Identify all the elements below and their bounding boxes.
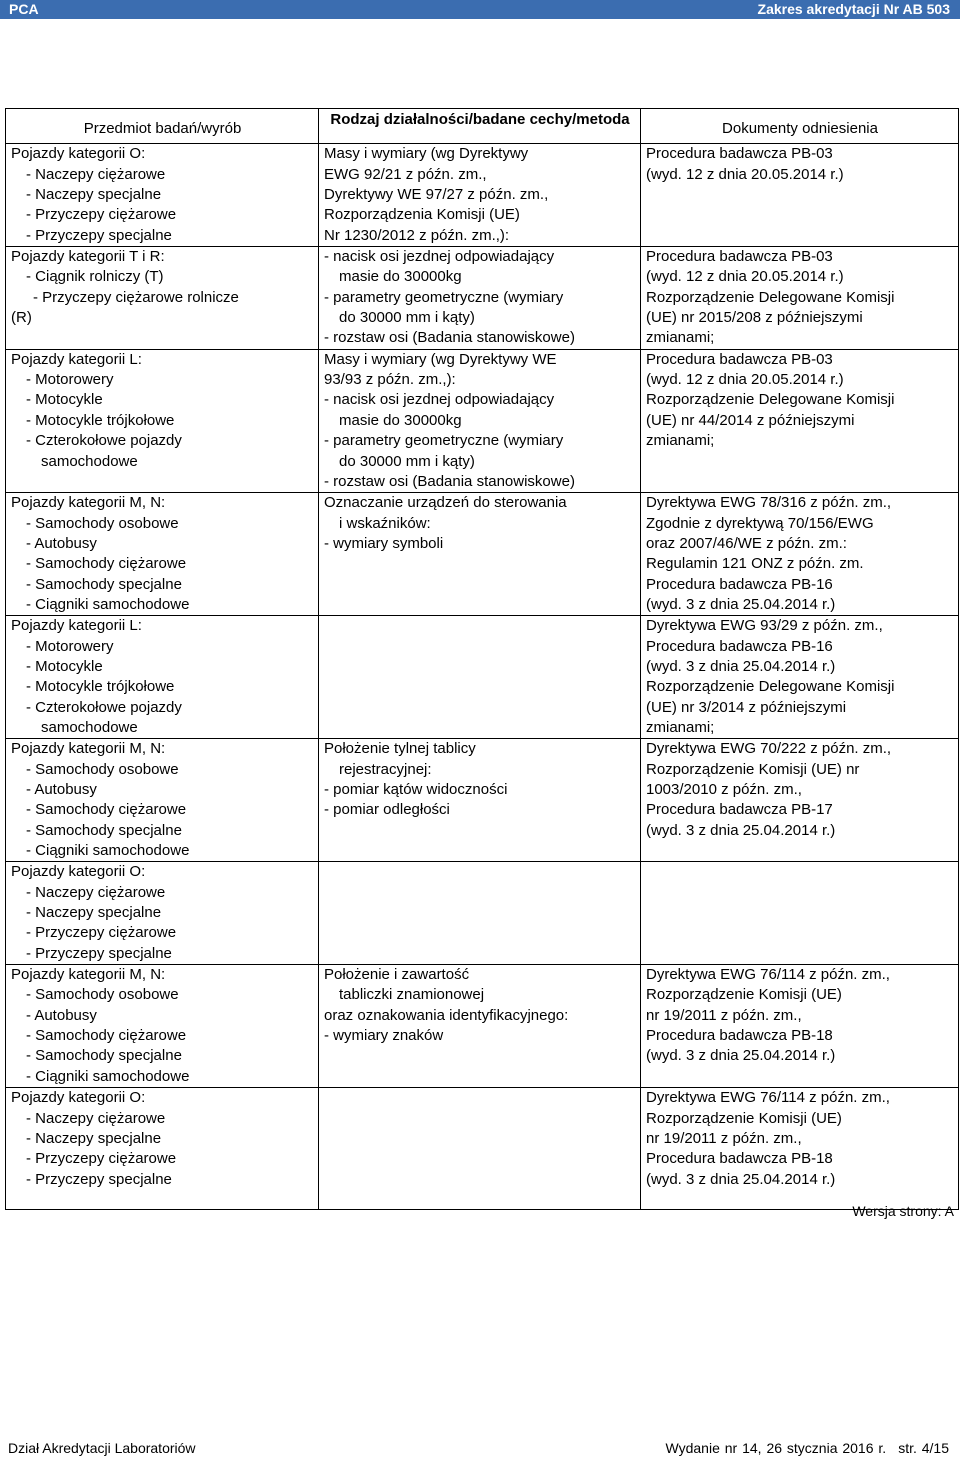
cell-line: Rozporządzenie Delegowane Komisji: [646, 678, 895, 696]
cell-line: Pojazdy kategorii T i R:: [11, 248, 165, 266]
cell-documents: [641, 1088, 959, 1210]
cell-line: (wyd. 3 z dnia 25.04.2014 r.): [646, 1170, 836, 1188]
cell-line: (wyd. 12 z dnia 20.05.2014 r.): [646, 268, 844, 286]
cell-line: EWG 92/21 z późn. zm.,: [324, 165, 487, 183]
cell-line: Procedura badawcza PB-16: [646, 637, 833, 655]
cell-line: Dyrektywa EWG 76/114 z późn. zm.,: [646, 966, 890, 984]
cell-line: - Samochody specjalne: [26, 575, 182, 593]
cell-line: - Samochody osobowe: [26, 986, 179, 1004]
cell-method: [319, 349, 641, 492]
table-row: [6, 862, 959, 965]
cell-line: - Autobusy: [26, 1006, 97, 1024]
cell-line: Zgodnie z dyrektywą 70/156/EWG: [646, 514, 874, 532]
cell-line: Pojazdy kategorii O:: [11, 1089, 146, 1107]
cell-line: Dyrektywa EWG 78/316 z późn. zm.,: [646, 494, 892, 512]
cell-line: - Przyczepy specjalne: [26, 944, 172, 962]
cell-line: Procedura badawcza PB-03: [646, 248, 833, 266]
cell-line: - Motocykle trójkołowe: [26, 678, 175, 696]
cell-line: - Autobusy: [26, 781, 97, 798]
cell-line: - parametry geometryczne (wymiary: [324, 432, 564, 450]
cell-subject: [6, 493, 319, 616]
cell-subject: [6, 144, 319, 247]
cell-line: Oznaczanie urządzeń do sterowania: [324, 494, 567, 512]
footer-page-number: str. 4/15: [898, 1440, 949, 1456]
cell-line: Masy i wymiary (wg Dyrektywy: [324, 145, 529, 163]
cell-line: Położenie i zawartość: [324, 966, 470, 984]
cell-line: (wyd. 12 z dnia 20.05.2014 r.): [646, 371, 844, 389]
cell-line: - Przyczepy specjalne: [26, 1170, 172, 1188]
cell-line: - nacisk osi jezdnej odpowiadający: [324, 391, 555, 409]
cell-line: - Przyczepy ciężarowe: [26, 206, 177, 224]
cell-line: Rozporządzenie Komisji (UE): [646, 1109, 842, 1127]
table-row: [6, 247, 959, 350]
cell-subject: [6, 616, 319, 739]
cell-line: Procedura badawcza PB-18: [646, 1027, 833, 1045]
cell-line: nr 19/2011 z późn. zm.,: [646, 1006, 802, 1024]
cell-line: (wyd. 3 z dnia 25.04.2014 r.): [646, 1047, 836, 1065]
cell-subject: [6, 739, 319, 862]
cell-line: oraz 2007/46/WE z późn. zm.:: [646, 534, 847, 552]
cell-line: - parametry geometryczne (wymiary: [324, 288, 564, 306]
cell-line: Procedura badawcza PB-03: [646, 350, 833, 368]
footer-edition-info: [654, 1440, 949, 1456]
cell-method: [319, 144, 641, 247]
cell-line: Pojazdy kategorii O:: [11, 863, 146, 881]
cell-line: Pojazdy kategorii L:: [11, 617, 142, 635]
cell-line: (R): [11, 309, 32, 327]
cell-line: Dyrektywa EWG 93/29 z późn. zm.,: [646, 617, 883, 635]
cell-line: masie do 30000kg: [339, 411, 462, 429]
cell-line: Procedura badawcza PB-03: [646, 145, 833, 163]
cell-method: [319, 739, 641, 862]
cell-subject: [6, 349, 319, 492]
cell-line: - Samochody osobowe: [26, 760, 179, 778]
cell-line: - Czterokołowe pojazdy: [26, 432, 182, 450]
cell-line: - Naczepy ciężarowe: [26, 883, 166, 901]
cell-line: - nacisk osi jezdnej odpowiadający: [324, 248, 555, 266]
cell-line: samochodowe: [41, 718, 138, 736]
cell-line: - Motocykle: [26, 391, 103, 409]
cell-line: rejestracyjnej:: [339, 760, 432, 778]
cell-documents: [641, 493, 959, 616]
cell-line: masie do 30000kg: [339, 268, 462, 286]
cell-subject: [6, 965, 319, 1088]
cell-line: - Przyczepy ciężarowe: [26, 924, 177, 942]
cell-documents: [641, 862, 959, 965]
cell-line: Masy i wymiary (wg Dyrektywy WE: [324, 350, 557, 368]
cell-line: - Samochody ciężarowe: [26, 801, 187, 819]
cell-line: - Motocykle trójkołowe: [26, 411, 175, 429]
cell-line: do 30000 mm i kąty): [339, 309, 475, 327]
cell-line: - Autobusy: [26, 534, 97, 552]
table-row: [6, 144, 959, 247]
cell-line: - Samochody ciężarowe: [26, 555, 187, 573]
cell-line: 1003/2010 z późn. zm.,: [646, 781, 802, 798]
cell-line: (UE) nr 44/2014 z późniejszymi: [646, 411, 855, 429]
cell-line: (wyd. 3 z dnia 25.04.2014 r.): [646, 821, 836, 839]
table-row: [6, 1088, 959, 1210]
cell-line: - Naczepy specjalne: [26, 904, 162, 922]
cell-line: - pomiar odległości: [324, 801, 450, 819]
cell-line: - Przyczepy specjalne: [26, 226, 172, 244]
cell-line: (UE) nr 2015/208 z późniejszymi: [646, 309, 863, 327]
cell-line: - Samochody specjalne: [26, 1047, 182, 1065]
cell-line: - rozstaw osi (Badania stanowiskowe): [324, 472, 575, 490]
accreditation-table: [5, 108, 959, 1210]
cell-line: - Czterokołowe pojazdy: [26, 698, 182, 716]
column-header-method: [319, 109, 641, 144]
cell-method: [319, 1088, 641, 1210]
cell-line: Rozporządzenia Komisji (UE): [324, 206, 520, 224]
cell-documents: [641, 616, 959, 739]
cell-documents: [641, 144, 959, 247]
cell-line: - Naczepy specjalne: [26, 186, 162, 204]
cell-line: (wyd. 3 z dnia 25.04.2014 r.): [646, 595, 836, 613]
cell-line: zmianami;: [646, 432, 715, 450]
cell-line: samochodowe: [41, 452, 138, 470]
cell-line: - Motorowery: [26, 637, 114, 655]
cell-method: [319, 493, 641, 616]
cell-line: Procedura badawcza PB-18: [646, 1150, 833, 1168]
page-version: Wersja strony: A: [852, 1203, 954, 1219]
cell-line: Pojazdy kategorii M, N:: [11, 966, 166, 984]
column-header-subject: Przedmiot badań/wyrób: [6, 109, 319, 144]
header-title: Zakres akredytacji Nr AB 503: [757, 1, 950, 17]
cell-line: Położenie tylnej tablicy: [324, 740, 476, 758]
cell-line: Pojazdy kategorii L:: [11, 350, 142, 368]
cell-line: oraz oznakowania identyfikacyjnego:: [324, 1006, 569, 1024]
column-header-documents: Dokumenty odniesienia: [641, 109, 959, 144]
table-row: [6, 493, 959, 616]
table-row: [6, 616, 959, 739]
footer-edition: Wydanie nr 14, 26 stycznia 2016 r.: [665, 1440, 887, 1456]
cell-line: Nr 1230/2012 z późn. zm.,):: [324, 226, 510, 244]
cell-line: - Motocykle: [26, 657, 103, 675]
header-org: PCA: [9, 1, 39, 17]
cell-documents: [641, 965, 959, 1088]
cell-line: zmianami;: [646, 329, 715, 347]
cell-line: (wyd. 12 z dnia 20.05.2014 r.): [646, 165, 844, 183]
document-header: [0, 0, 960, 19]
column-header-method-text: Rodzaj działalności/badane cechy/metoda: [330, 111, 630, 128]
cell-line: 93/93 z późn. zm.,):: [324, 371, 456, 389]
cell-line: Procedura badawcza PB-17: [646, 801, 833, 819]
cell-line: Rozporządzenie Komisji (UE): [646, 986, 842, 1004]
cell-line: i wskaźników:: [339, 514, 431, 532]
cell-line: - Ciągniki samochodowe: [26, 1067, 190, 1085]
cell-line: - Naczepy ciężarowe: [26, 165, 166, 183]
cell-subject: [6, 247, 319, 350]
cell-line: Pojazdy kategorii M, N:: [11, 494, 166, 512]
cell-line: (wyd. 3 z dnia 25.04.2014 r.): [646, 657, 836, 675]
cell-line: Dyrektywa EWG 70/222 z późn. zm.,: [646, 740, 892, 758]
cell-line: - Przyczepy ciężarowe: [26, 1150, 177, 1168]
cell-line: tabliczki znamionowej: [339, 986, 485, 1004]
cell-line: nr 19/2011 z późn. zm.,: [646, 1129, 802, 1147]
cell-line: Pojazdy kategorii O:: [11, 145, 146, 163]
table-row: [6, 965, 959, 1088]
cell-line: - rozstaw osi (Badania stanowiskowe): [324, 329, 575, 347]
cell-line: Rozporządzenie Komisji (UE) nr: [646, 760, 860, 778]
table-row: [6, 739, 959, 862]
cell-line: - Samochody specjalne: [26, 821, 182, 839]
cell-line: - Ciągniki samochodowe: [26, 842, 190, 860]
cell-line: - Naczepy ciężarowe: [26, 1109, 166, 1127]
cell-line: - Samochody osobowe: [26, 514, 179, 532]
cell-line: Regulamin 121 ONZ z późn. zm.: [646, 555, 864, 573]
cell-line: Procedura badawcza PB-16: [646, 575, 833, 593]
cell-method: [319, 247, 641, 350]
cell-line: - pomiar kątów widoczności: [324, 781, 508, 798]
cell-line: - Ciągniki samochodowe: [26, 595, 190, 613]
footer-department: Dział Akredytacji Laboratoriów: [8, 1440, 196, 1456]
cell-method: [319, 616, 641, 739]
cell-line: Dyrektywa EWG 76/114 z późn. zm.,: [646, 1089, 890, 1107]
cell-line: - wymiary symboli: [324, 534, 444, 552]
cell-method: [319, 862, 641, 965]
cell-subject: [6, 1088, 319, 1210]
cell-line: - wymiary znaków: [324, 1027, 444, 1045]
cell-subject: [6, 862, 319, 965]
cell-documents: [641, 349, 959, 492]
cell-line: Rozporządzenie Delegowane Komisji: [646, 391, 895, 409]
cell-line: - Przyczepy ciężarowe rolnicze: [33, 288, 239, 306]
cell-line: Pojazdy kategorii M, N:: [11, 740, 166, 758]
cell-line: - Motorowery: [26, 371, 114, 389]
table-row: [6, 349, 959, 492]
cell-line: zmianami;: [646, 718, 715, 736]
table-header-row: [6, 109, 959, 144]
cell-line: do 30000 mm i kąty): [339, 452, 475, 470]
cell-line: (UE) nr 3/2014 z późniejszymi: [646, 698, 847, 716]
cell-documents: [641, 739, 959, 862]
cell-line: Rozporządzenie Delegowane Komisji: [646, 288, 895, 306]
cell-line: Dyrektywy WE 97/27 z późn. zm.,: [324, 186, 549, 204]
cell-method: [319, 965, 641, 1088]
cell-documents: [641, 247, 959, 350]
cell-line: - Samochody ciężarowe: [26, 1027, 187, 1045]
cell-line: - Ciągnik rolniczy (T): [26, 268, 164, 286]
cell-line: - Naczepy specjalne: [26, 1129, 162, 1147]
